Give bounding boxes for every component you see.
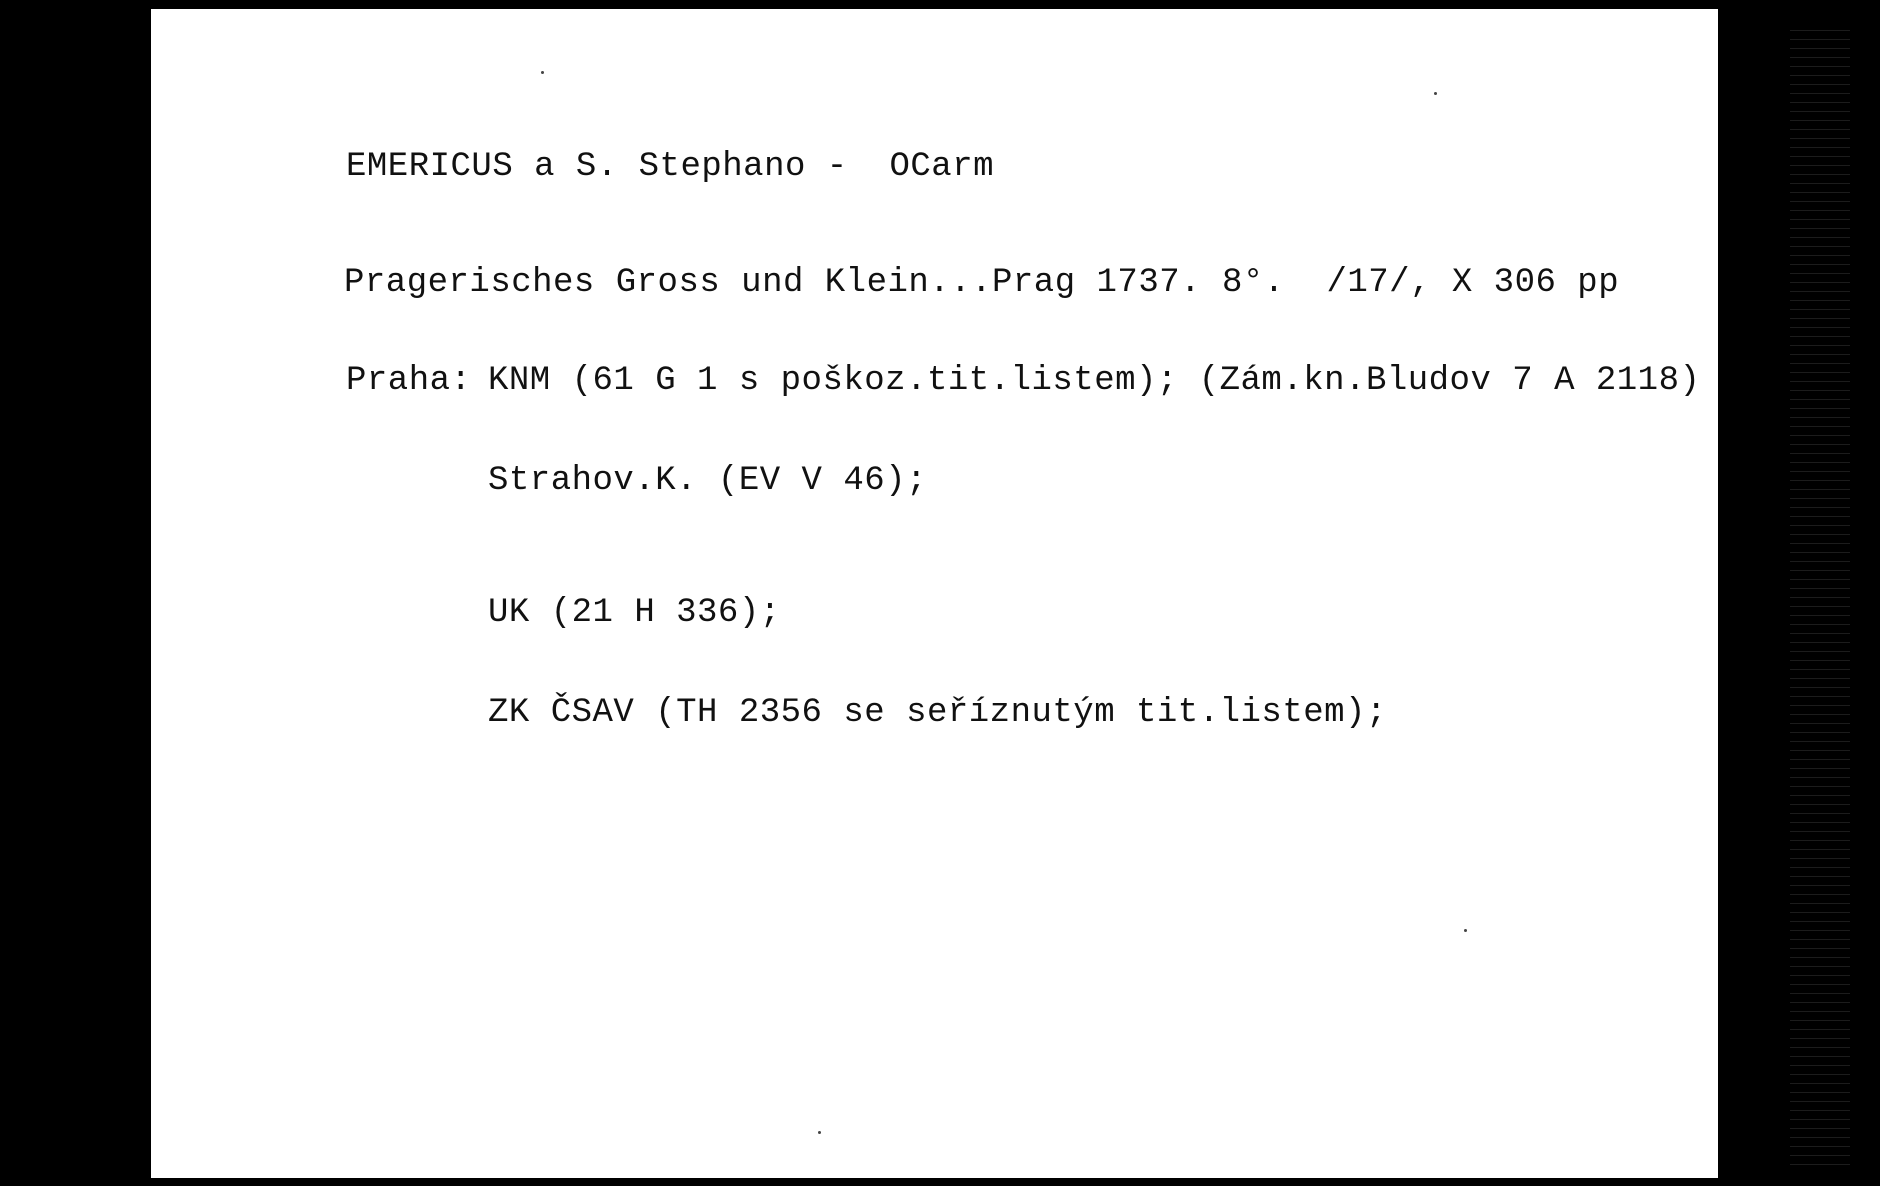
scan-speck xyxy=(1434,92,1437,95)
catalog-card xyxy=(151,9,1718,1178)
locations-label: Praha: xyxy=(346,362,472,400)
location-entry: ZK ČSAV (TH 2356 se seříznutým tit.listem); xyxy=(488,694,1387,732)
location-entry: Strahov.K. (EV V 46); xyxy=(488,462,927,500)
card-title-line: Pragerisches Gross und Klein...Prag 1737. 8°. /17/, X 306 pp xyxy=(344,264,1620,302)
card-heading: EMERICUS a S. Stephano - OCarm xyxy=(346,148,995,186)
film-edge-strip xyxy=(1790,30,1850,1170)
scan-speck xyxy=(541,71,544,74)
scan-speck xyxy=(1464,929,1467,932)
location-entry: KNM (61 G 1 s poškoz.tit.listem); (Zám.kn.Bludov 7 A 2118) xyxy=(488,362,1701,400)
location-entry: UK (21 H 336); xyxy=(488,594,781,632)
card-location-line xyxy=(346,361,1700,401)
scan-speck xyxy=(818,1131,821,1134)
